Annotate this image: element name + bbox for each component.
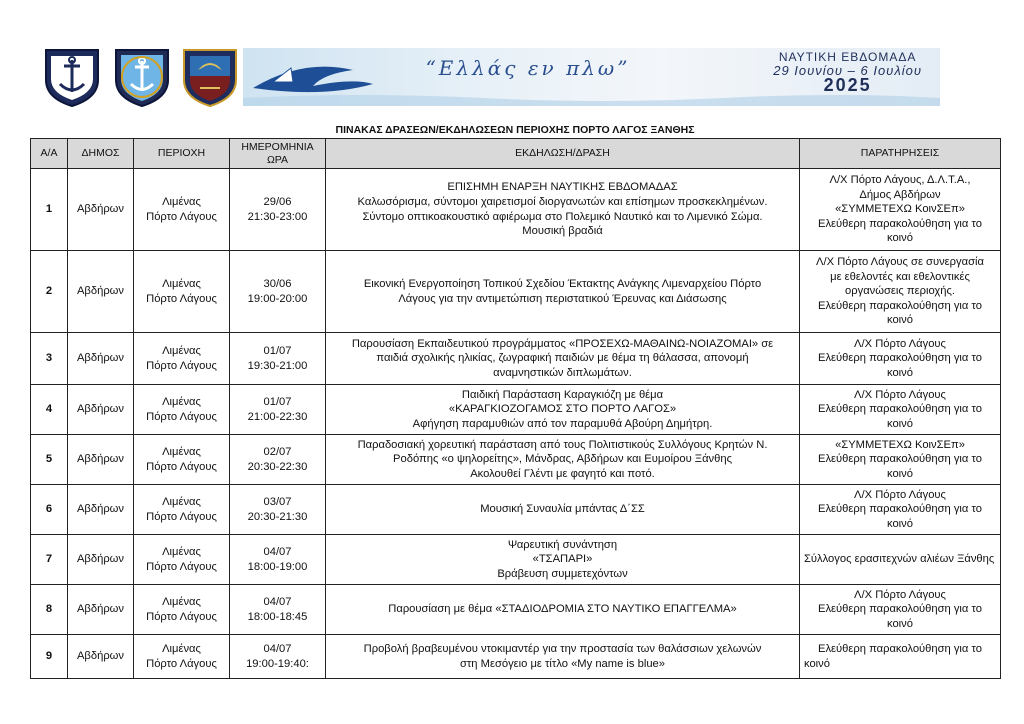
row-date-time: [230, 535, 326, 585]
area-line: Λιμένας: [162, 642, 201, 655]
row-event: [326, 585, 800, 635]
row-event: [326, 635, 800, 679]
event-line: Ψαρευτική συνάντηση: [507, 538, 618, 551]
row-municipality: Αβδήρων: [68, 333, 134, 385]
area-line: Λιμένας: [162, 344, 201, 357]
row-area: [134, 251, 230, 333]
row-area: [134, 535, 230, 585]
row-municipality: Αβδήρων: [68, 251, 134, 333]
row-area: [134, 333, 230, 385]
notes-line: Ελεύθερη παρακολούθηση για το κοινό: [818, 403, 982, 430]
table-row: [31, 585, 1001, 635]
area-line: Πόρτο Λάγους: [146, 657, 217, 670]
header-perioxi: ΠΕΡΙΟΧΗ: [134, 139, 230, 169]
date-time-line: 19:30-21:00: [247, 359, 308, 372]
event-line: Ακολουθεί Γλέντι με φαγητό και ποτό.: [470, 467, 655, 480]
date-time-line: 01/07: [263, 344, 292, 357]
date-time-line: 04/07: [263, 595, 292, 608]
row-date-time: [230, 485, 326, 535]
notes-line: Λ/Χ Πόρτο Λάγους, Δ.Λ.Τ.Α.,: [829, 174, 971, 187]
table-row: [31, 333, 1001, 385]
navy-emblem-icon: [40, 44, 104, 108]
row-number: 6: [31, 485, 68, 535]
area-line: Πόρτο Λάγους: [146, 210, 217, 223]
area-line: Πόρτο Λάγους: [146, 359, 217, 372]
event-line: Μουσική βραδιά: [522, 225, 603, 238]
row-number: 1: [31, 169, 68, 251]
area-line: Πόρτο Λάγους: [146, 510, 217, 523]
row-notes: [800, 169, 1001, 251]
banner-motto: “Ελλάς εν πλω”: [425, 56, 631, 80]
event-line: Αφήγηση παραμυθιών από τον παραμυθά Αβούρη Δημήτρη.: [412, 417, 713, 430]
hellenic-eagle-emblem-icon: [178, 44, 242, 108]
date-time-line: 20:30-21:30: [247, 510, 308, 523]
row-date-time: [230, 169, 326, 251]
area-line: Λιμένας: [162, 545, 201, 558]
date-time-line: 29/06: [263, 195, 292, 208]
row-event: [326, 435, 800, 485]
row-notes: [800, 435, 1001, 485]
event-line: «ΤΣΑΠΑΡΙ»: [532, 553, 593, 566]
area-line: Πόρτο Λάγους: [146, 460, 217, 473]
date-time-line: 18:00-19:00: [247, 560, 308, 573]
event-line: Παιδική Παράσταση Καραγκιόζη με θέμα: [461, 388, 664, 401]
event-line: Εικονική Ενεργοποίηση Τοπικού Σχεδίου Έκτακτης Ανάγκης Λιμεναρχείου Πόρτο: [363, 277, 762, 290]
row-area: [134, 585, 230, 635]
row-number: 2: [31, 251, 68, 333]
event-line: Παρουσίαση με θέμα «ΣΤΑΔΙΟΔΡΟΜΙΑ ΣΤΟ ΝΑΥΤΙΚΟ ΕΠΑΓΓΕΛΜΑ»: [388, 603, 737, 616]
area-line: Λιμένας: [162, 395, 201, 408]
notes-line: Ελεύθερη παρακολούθηση για το κοινό: [818, 352, 982, 379]
table-row: [31, 251, 1001, 333]
event-line: Παραδοσιακή χορευτική παράσταση από τους Πολιτιστικούς Συλλόγους Κρητών Ν.: [357, 438, 768, 451]
event-line: ΕΠΙΣΗΜΗ ΕΝΑΡΞΗ ΝΑΥΤΙΚΗΣ ΕΒΔΟΜΑΔΑΣ: [447, 181, 678, 194]
row-number: 3: [31, 333, 68, 385]
notes-line: Λ/Χ Πόρτο Λάγους: [854, 337, 946, 350]
notes-line: «ΣΥΜΜΕΤΕΧΩ ΚοινΣΕπ»: [835, 203, 965, 216]
table-row: [31, 485, 1001, 535]
row-event: [326, 251, 800, 333]
table-row: [31, 535, 1001, 585]
row-date-time: [230, 385, 326, 435]
row-notes: [800, 385, 1001, 435]
area-line: Λιμένας: [162, 195, 201, 208]
table-row: [31, 635, 1001, 679]
row-notes: [800, 485, 1001, 535]
row-number: 9: [31, 635, 68, 679]
page-header: [40, 44, 940, 108]
notes-line: με εθελοντές και εθελοντικές: [830, 270, 970, 283]
banner-week-title: ΝΑΥΤΙΚΗ ΕΒΔΟΜΑΔΑ: [778, 50, 917, 64]
header-dimos: ΔΗΜΟΣ: [68, 139, 134, 169]
row-notes: [800, 535, 1001, 585]
notes-line: Λ/Χ Πόρτο Λάγους: [854, 488, 946, 501]
row-notes: [800, 635, 1001, 679]
table-header-row: [31, 139, 1001, 169]
banner-week-year: 2025: [823, 75, 872, 95]
header-event: ΕΚΔΗΛΩΣΗ/ΔΡΑΣΗ: [326, 139, 800, 169]
event-line: στη Μεσόγειο με τίτλο «My name is blue»: [459, 657, 665, 670]
document-title: ΠΙΝΑΚΑΣ ΔΡΑΣΕΩΝ/ΕΚΔΗΛΩΣΕΩΝ ΠΕΡΙΟΧΗΣ ΠΟΡΤΟ ΛΑΓΟΣ ΞΑΝΘΗΣ: [335, 124, 695, 136]
row-notes: [800, 251, 1001, 333]
date-time-line: 18:00-18:45: [247, 610, 308, 623]
date-time-line: 20:30-22:30: [247, 460, 308, 473]
table-body: [31, 169, 1001, 679]
row-municipality: Αβδήρων: [68, 169, 134, 251]
row-date-time: [230, 585, 326, 635]
notes-line: Ελεύθερη παρακολούθηση για το κοινό: [804, 642, 982, 670]
row-area: [134, 635, 230, 679]
date-time-line: 21:30-23:00: [247, 210, 308, 223]
area-line: Πόρτο Λάγους: [146, 560, 217, 573]
row-area: [134, 485, 230, 535]
row-municipality: Αβδήρων: [68, 535, 134, 585]
notes-line: Ελεύθερη παρακολούθηση για το κοινό: [818, 453, 982, 480]
row-area: [134, 435, 230, 485]
row-notes: [800, 333, 1001, 385]
events-table: [30, 138, 1001, 679]
row-number: 7: [31, 535, 68, 585]
notes-line: Λ/Χ Πόρτο Λάγους σε συνεργασία: [816, 256, 984, 269]
row-area: [134, 385, 230, 435]
row-municipality: Αβδήρων: [68, 485, 134, 535]
row-event: [326, 485, 800, 535]
date-time-line: 21:00-22:30: [247, 410, 308, 423]
header-time: ΩΡΑ: [266, 153, 289, 166]
event-line: Καλωσόρισμα, σύντομοι χαιρετισμοί διοργανωτών και επίσημων προσκεκλημένων.: [357, 195, 768, 208]
notes-line: Σύλλογος ερασιτεχνών αλιέων Ξάνθης: [804, 553, 995, 566]
notes-line: Ελεύθερη παρακολούθηση για το κοινό: [818, 217, 982, 245]
date-time-line: 30/06: [263, 277, 292, 290]
row-municipality: Αβδήρων: [68, 635, 134, 679]
row-municipality: Αβδήρων: [68, 385, 134, 435]
row-date-time: [230, 333, 326, 385]
date-time-line: 01/07: [263, 395, 292, 408]
banner-week-dates: 29 Ιουνίου – 6 Ιουλίου: [773, 63, 922, 78]
row-event: [326, 333, 800, 385]
event-line: αναμνηστικών διπλωμάτων.: [493, 366, 632, 379]
area-line: Πόρτο Λάγους: [146, 610, 217, 623]
notes-line: Ελεύθερη παρακολούθηση για το κοινό: [818, 299, 982, 327]
area-line: Λιμένας: [162, 495, 201, 508]
table-row: [31, 435, 1001, 485]
area-line: Λιμένας: [162, 595, 201, 608]
area-line: Πόρτο Λάγους: [146, 410, 217, 423]
event-line: Σύντομο οπτικοακουστικό αφιέρωμα στο Πολεμικό Ναυτικό και το Λιμενικό Σώμα.: [362, 210, 763, 223]
row-date-time: [230, 635, 326, 679]
coast-guard-emblem-icon: [110, 44, 174, 108]
event-line: παιδιά σχολικής ηλικίας, ζωγραφική παιδιών με θέμα τη θάλασσα, απονομή: [376, 352, 749, 365]
area-line: Λιμένας: [162, 445, 201, 458]
notes-line: Δήμος Αβδήρων: [859, 188, 941, 201]
date-time-line: 19:00-20:00: [247, 292, 308, 305]
event-line: Λάγους για την αντιμετώπιση περιστατικού Έρευνας και Διάσωσης: [398, 292, 727, 305]
row-event: [326, 535, 800, 585]
row-municipality: Αβδήρων: [68, 435, 134, 485]
header-notes: ΠΑΡΑΤΗΡΗΣΕΙΣ: [800, 139, 1001, 169]
table-row: [31, 169, 1001, 251]
area-line: Πόρτο Λάγους: [146, 292, 217, 305]
header-date: ΗΜΕΡΟΜΗΝΙΑ: [241, 140, 314, 153]
notes-line: Ελεύθερη παρακολούθηση για το κοινό: [818, 503, 982, 530]
notes-line: Ελεύθερη παρακολούθηση για το κοινό: [818, 603, 982, 630]
notes-line: Λ/Χ Πόρτο Λάγους: [854, 588, 946, 601]
notes-line: «ΣΥΜΜΕΤΕΧΩ ΚοινΣΕπ»: [835, 438, 965, 451]
event-line: Προβολή βραβευμένου ντοκιμαντέρ για την προστασία των θαλάσσιων χελωνών: [363, 642, 762, 655]
row-area: [134, 169, 230, 251]
row-number: 5: [31, 435, 68, 485]
table-row: [31, 385, 1001, 435]
row-event: [326, 385, 800, 435]
event-line: Μουσική Συναυλία μπάντας Δ΄ΣΣ: [480, 503, 645, 516]
date-time-line: 04/07: [263, 642, 292, 655]
header-aa: Α/Α: [31, 139, 68, 169]
row-number: 8: [31, 585, 68, 635]
header-date-time: [230, 139, 326, 169]
event-line: Βράβευση συμμετεχόντων: [497, 567, 628, 580]
date-time-line: 04/07: [263, 545, 292, 558]
naval-week-banner: [243, 48, 940, 106]
row-municipality: Αβδήρων: [68, 585, 134, 635]
row-date-time: [230, 251, 326, 333]
date-time-line: 19:00-19:40:: [246, 657, 309, 670]
row-notes: [800, 585, 1001, 635]
date-time-line: 03/07: [263, 495, 292, 508]
row-number: 4: [31, 385, 68, 435]
event-line: «ΚΑΡΑΓΚΙΟΖΟΓΑΜΟΣ ΣΤΟ ΠΟΡΤΟ ΛΑΓΟΣ»: [448, 403, 677, 416]
row-date-time: [230, 435, 326, 485]
row-event: [326, 169, 800, 251]
event-line: Ροδόπης «ο ψηλορείτης», Μάνδρας, Αβδήρων και Ευμοίρου Ξάνθης: [393, 453, 732, 466]
date-time-line: 02/07: [263, 445, 292, 458]
notes-line: οργανώσεις περιοχής.: [845, 285, 955, 298]
notes-line: Λ/Χ Πόρτο Λάγους: [854, 388, 946, 401]
banner-week-block: [773, 50, 922, 96]
area-line: Λιμένας: [162, 277, 201, 290]
event-line: Παρουσίαση Εκπαιδευτικού προγράμματος «ΠΡΟΣΕΧΩ-ΜΑΘΑΙΝΩ-ΝΟΙΑΖΟΜΑΙ» σε: [351, 337, 774, 350]
